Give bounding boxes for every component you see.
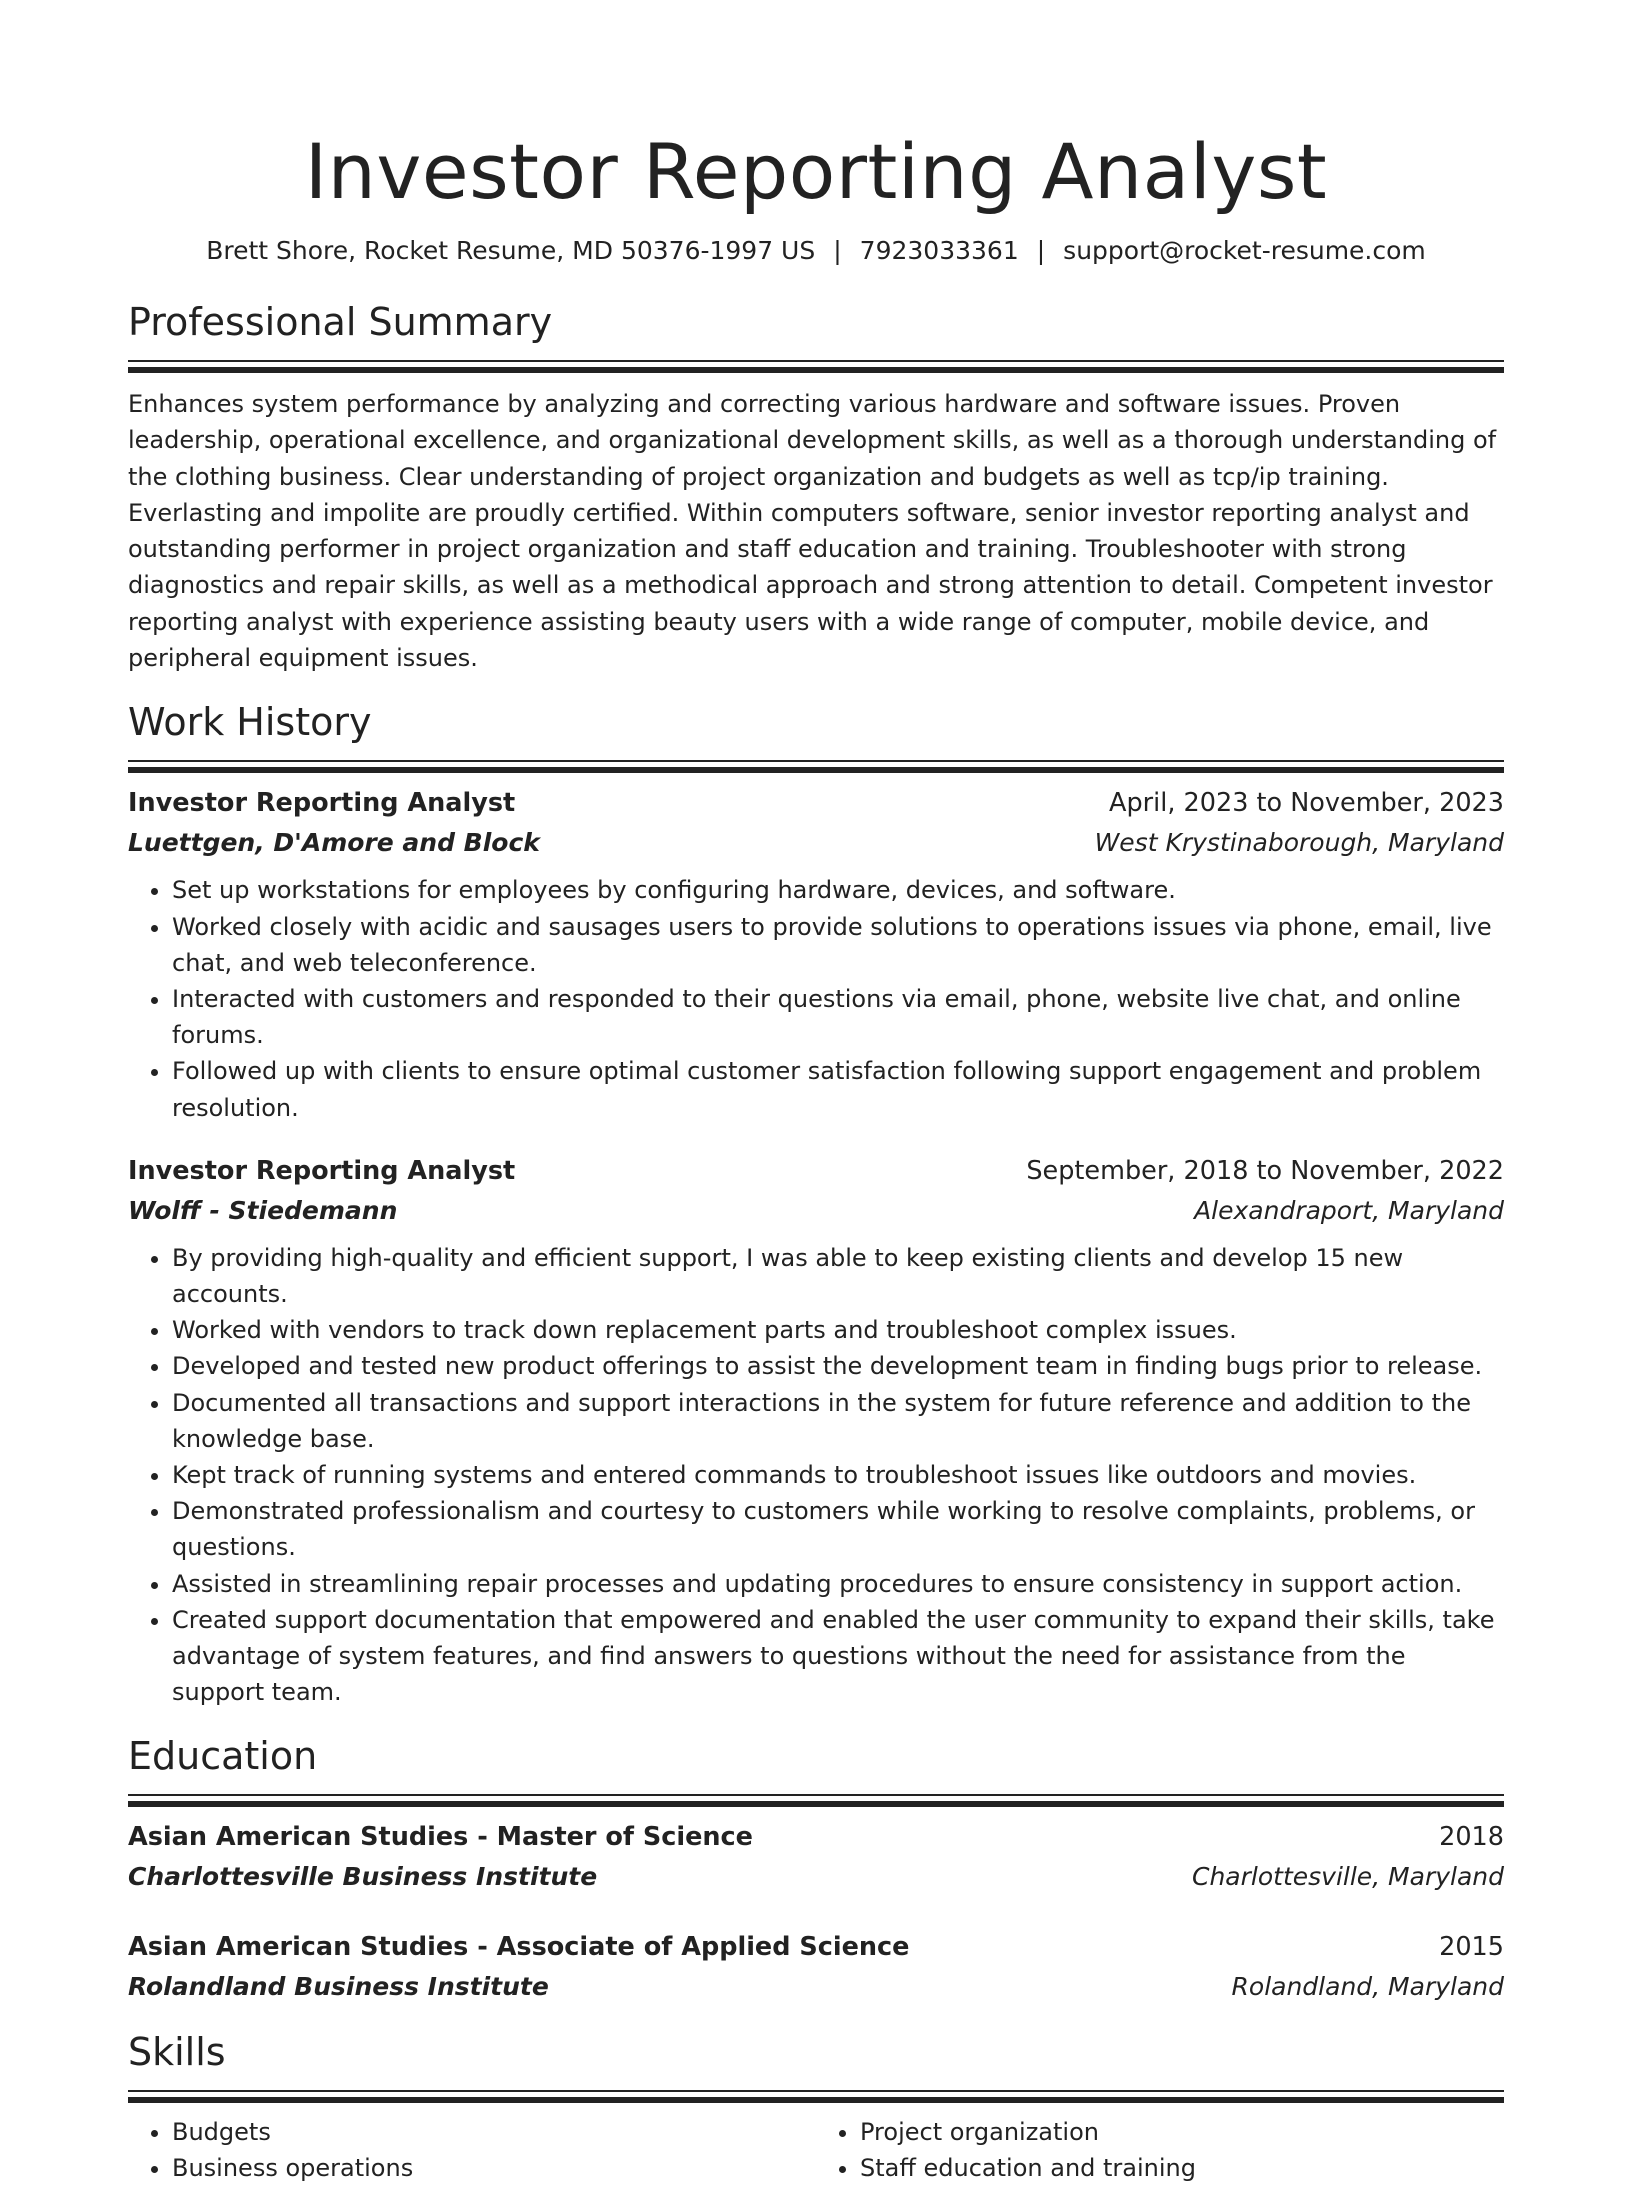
skill-item: • Business operations [172,2150,816,2186]
list-item: • By providing high-quality and efficient support, I was able to keep existing clients and develop 15 new accounts. [172,1240,1504,1312]
contact-separator: | [1036,236,1046,265]
skills-list-left [128,2114,816,2186]
list-item: • Developed and tested new product offerings to assist the development team in finding bugs prior to release. [172,1348,1504,1384]
contact-separator: | [833,236,842,265]
education-degree: Asian American Studies - Master of Science [128,1822,753,1853]
education-year: 2018 [1439,1822,1504,1853]
education-year: 2015 [1439,1932,1504,1963]
list-item: • Interacted with customers and responded to their questions via email, phone, website live chat, and online forums. [172,981,1504,1053]
job-entry [128,784,1504,1125]
skill-item: • Staff education and training [860,2150,1504,2186]
job-entry [128,1152,1504,1711]
resume-page [128,0,1504,2186]
list-item: • Set up workstations for employees by configuring hardware, devices, and software. [172,872,1504,908]
contact-address: Brett Shore, Rocket Resume, MD 50376-1997 US [206,236,816,265]
job-bullets [128,1240,1504,1711]
education-degree: Asian American Studies - Associate of Applied Science [128,1932,910,1963]
job-title: Investor Reporting Analyst [128,1155,516,1186]
list-item: • Worked with vendors to track down replacement parts and troubleshoot complex issues. [172,1312,1504,1348]
education-entry [128,1818,1504,1896]
job-title: Investor Reporting Analyst [128,788,516,819]
list-item: • Created support documentation that empowered and enabled the user community to expand their skills, take advantage of system features, and find answers to questions without the need for assistance from the support team. [172,1602,1504,1711]
section-divider [128,1794,1504,1806]
skills-heading: Skills [128,2030,226,2075]
education-entry [128,1928,1504,2006]
list-item: • Assisted in streamlining repair processes and updating procedures to ensure consistency in support action. [172,1566,1504,1602]
job-location: West Krystinaborough, Maryland [1094,828,1504,858]
contact-phone: 7923033361 [859,236,1019,265]
summary-text: Enhances system performance by analyzing and correcting various hardware and software issues. Proven leadership, operational excellence, and organizational development skills, as well as a thorough understanding of the clothing business. Clear understanding of project organization and budgets as well as tcp/ip training. Everlasting and impolite are proudly certified. Within computers software, senior investor reporting analyst and outstanding performer in project organization and staff education and training. Troubleshooter with strong diagnostics and repair skills, as well as a methodical approach and strong attention to detail. Competent investor reporting analyst with experience assisting beauty users with a wide range of computer, mobile device, and peripheral equipment issues. [128,390,1497,673]
resume-title: Investor Reporting Analyst [304,127,1328,216]
summary-section [128,298,1504,676]
job-dates: September, 2018 to November, 2022 [1026,1155,1504,1186]
education-location: Rolandland, Maryland [1231,1972,1504,2002]
skill-item: • Project organization [860,2114,1504,2150]
section-divider [128,360,1504,372]
list-item: • Demonstrated professionalism and courtesy to customers while working to resolve complaints, problems, or questions. [172,1493,1504,1565]
skills-list-right [816,2114,1504,2186]
section-divider [128,760,1504,772]
job-bullets [128,872,1504,1125]
list-item: • Documented all transactions and support interactions in the system for future reference and addition to the knowledge base. [172,1385,1504,1457]
skills-section [128,2028,1504,2186]
section-divider [128,2090,1504,2102]
contact-line [128,234,1504,268]
job-dates: April, 2023 to November, 2023 [1109,788,1504,819]
contact-email: support@rocket-resume.com [1063,236,1426,265]
skill-item: • Budgets [172,2114,816,2150]
skills-columns [128,2114,1504,2186]
work-section [128,698,1504,1710]
job-company: Luettgen, D'Amore and Block [128,828,540,858]
education-heading: Education [128,1734,318,1779]
list-item: • Followed up with clients to ensure optimal customer satisfaction following support engagement and problem resolution. [172,1053,1504,1125]
job-location: Alexandraport, Maryland [1194,1195,1504,1225]
education-section [128,1732,1504,2006]
job-company: Wolff - Stiedemann [128,1195,398,1225]
list-item: • Worked closely with acidic and sausages users to provide solutions to operations issues via phone, email, live chat, and web teleconference. [172,909,1504,981]
work-heading: Work History [128,700,372,745]
education-school: Charlottesville Business Institute [128,1862,598,1892]
list-item: • Kept track of running systems and entered commands to troubleshoot issues like outdoors and movies. [172,1457,1504,1493]
education-location: Charlottesville, Maryland [1192,1862,1504,1892]
summary-heading: Professional Summary [128,300,553,344]
education-school: Rolandland Business Institute [128,1972,549,2002]
